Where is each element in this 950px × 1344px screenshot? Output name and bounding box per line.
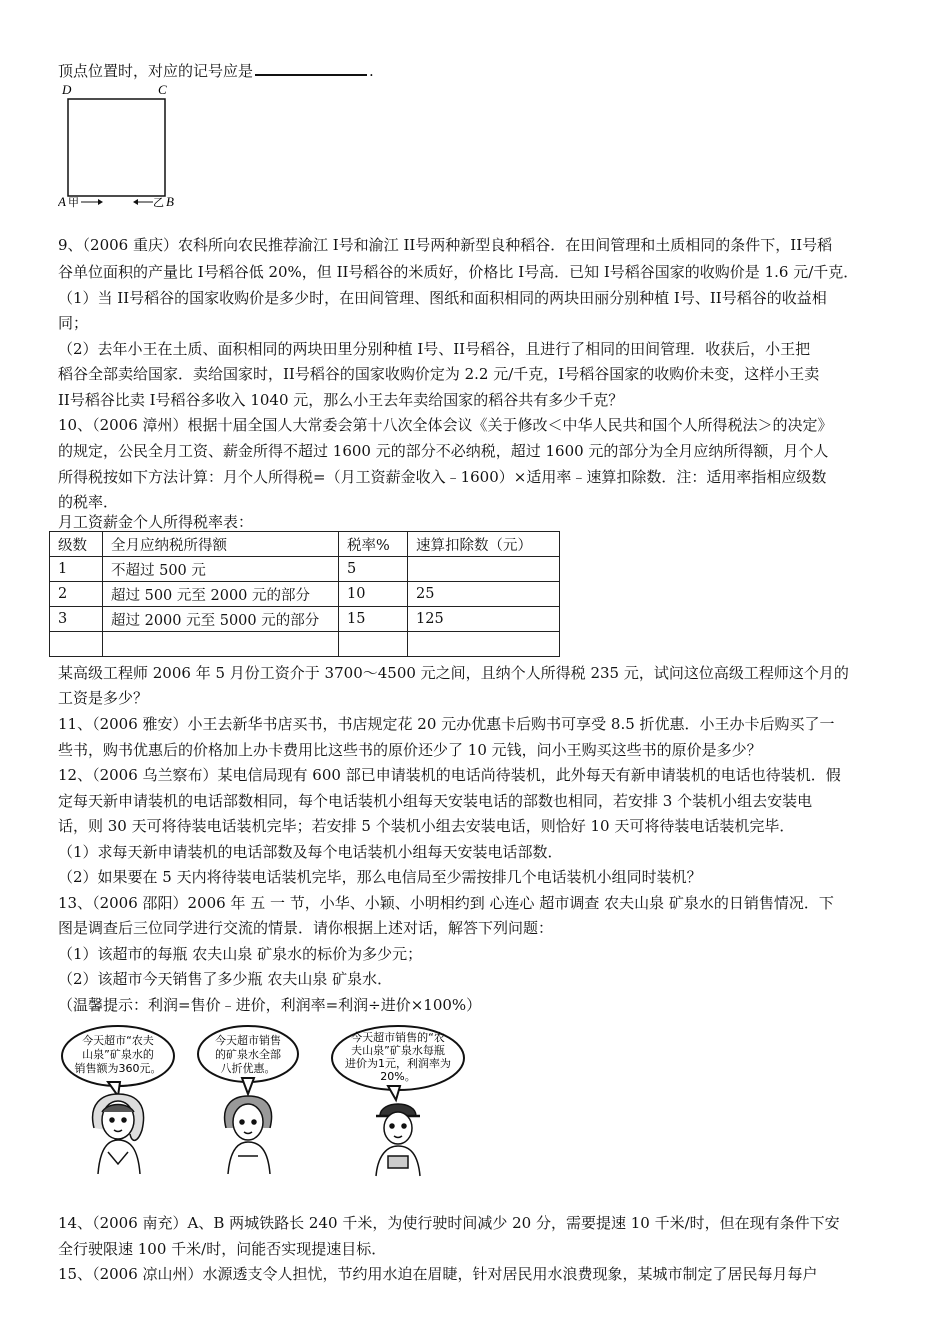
answer-blank xyxy=(255,60,367,76)
table-title: 月工资薪金个人所得税率表： xyxy=(58,513,254,531)
table-cell xyxy=(408,557,560,582)
label-b: B xyxy=(166,194,174,209)
person-2-icon xyxy=(225,1096,272,1174)
q12-line-1: 12、（2006 乌兰察布）某电信局现有 600 部已申请装机的电话尚待装机，此外每天有新申请装机的电话也待装机．假 xyxy=(58,766,841,784)
label-yi: 乙 xyxy=(153,196,164,209)
table-cell: 1 xyxy=(50,557,103,582)
label-c: C xyxy=(158,82,167,97)
square-outline xyxy=(68,99,165,196)
q14-line-2: 全行驶限速 100 千米/时，问能否实现提速目标． xyxy=(58,1240,387,1258)
table-cell xyxy=(103,632,339,657)
q15-line-1: 15、（2006 凉山州）水源透支令人担忧，节约用水迫在眉睫，针对居民用水浪费现象，某城市制定了居民每月每户 xyxy=(58,1265,818,1283)
q10-after-line-1: 某高级工程师 2006 年 5 月份工资介于 3700～4500 元之间，且纳个人所得税 235 元，试问这位高级工程师这个月的 xyxy=(58,664,849,682)
table-row xyxy=(50,557,560,582)
table-cell: 5 xyxy=(339,557,408,582)
table-cell xyxy=(50,632,103,657)
intro-text: 顶点位置时，对应的记号应是 xyxy=(58,62,254,80)
bubble-3-line-1: 今天超市销售的“农 xyxy=(351,1031,445,1044)
bubble-3-line-2: 夫山泉”矿泉水每瓶 xyxy=(351,1044,445,1057)
q10-line-3: 所得税按如下方法计算：月个人所得税=（月工资薪金收入﹣1600）×适用率﹣速算扣除数．注：适用率指相应级数 xyxy=(58,468,827,486)
q9-line-3: （1）当 II号稻谷的国家收购价是多少时，在田间管理、图纸和面积相同的两块田丽分别种植 I号、II号稻谷的收益相 xyxy=(58,289,827,307)
bubble-3-line-4: 20%。 xyxy=(380,1070,416,1083)
table-cell: 15 xyxy=(339,607,408,632)
q9-line-4: 同； xyxy=(58,314,89,332)
table-row xyxy=(50,607,560,632)
q13-line-5: （温馨提示：利润=售价﹣进价，利润率=利润÷进价×100%） xyxy=(58,996,482,1014)
label-a: A xyxy=(58,194,66,209)
q13-line-3: （1）该超市的每瓶 农夫山泉 矿泉水的标价为多少元； xyxy=(58,945,423,963)
label-jia: 甲 xyxy=(68,196,79,209)
table-cell: 25 xyxy=(408,582,560,607)
q9-line-5: （2）去年小王在土质、面积相同的两块田里分别种植 I号、II号稻谷，且进行了相同的田间管理．收获后，小王把 xyxy=(58,340,811,358)
q10-line-1: 10、（2006 漳州）根据十届全国人大常委会第十八次全体会议《关于修改＜中华人民共和国个人所得税法＞的决定》 xyxy=(58,416,833,434)
speech-bubble-2 xyxy=(198,1026,298,1094)
speech-bubble-1 xyxy=(62,1026,174,1096)
bubble-2-line-3: 八折优惠。 xyxy=(220,1062,276,1075)
label-d: D xyxy=(62,82,72,97)
bubble-2-line-2: 的矿泉水全部 xyxy=(215,1048,281,1061)
bubble-1-line-3: 销售额为360元。 xyxy=(74,1062,162,1075)
square-figure xyxy=(58,82,188,212)
bubble-1-line-2: 山泉”矿泉水的 xyxy=(82,1048,154,1061)
table-cell xyxy=(408,632,560,657)
q9-line-2: 谷单位面积的产量比 I号稻谷低 20%，但 II号稻谷的米质好，价格比 I号高．已知 I号稻谷国家的收购价是 1.6 元/千克． xyxy=(58,263,859,281)
arrow-right-head-icon xyxy=(98,199,103,205)
q11-line-1: 11、（2006 雅安）小王去新华书店买书，书店规定花 20 元办优惠卡后购书可享受 8.5 折优惠．小王办卡后购买了一 xyxy=(58,715,835,733)
person-1-icon xyxy=(93,1094,144,1174)
table-header-cell: 速算扣除数（元） xyxy=(408,532,560,557)
table-header-row xyxy=(50,532,560,557)
bubble-3-line-3: 进价为1元，利润率为 xyxy=(345,1057,451,1070)
bubble-1-line-1: 今天超市“农夫 xyxy=(82,1034,154,1047)
q10-after-line-2: 工资是多少？ xyxy=(58,689,149,707)
q9-line-6: 稻谷全部卖给国家．卖给国家时，II号稻谷的国家收购价定为 2.2 元/千克，I号稻谷国家的收购价未变，这样小王卖 xyxy=(58,365,820,383)
arrow-left-head-icon xyxy=(133,199,138,205)
table-cell: 125 xyxy=(408,607,560,632)
person-3-icon xyxy=(376,1104,420,1176)
table-row xyxy=(50,582,560,607)
tax-rate-table xyxy=(49,531,560,657)
q10-line-4: 的税率． xyxy=(58,493,119,511)
q9-line-1: 9、（2006 重庆）农科所向农民推荐渝江 I号和渝江 II号两种新型良种稻谷．在田间管理和土质相同的条件下，II号稻 xyxy=(58,236,833,254)
q13-line-2: 图是调查后三位同学进行交流的情景．请你根据上述对话，解答下列问题： xyxy=(58,919,554,937)
table-cell: 不超过 500 元 xyxy=(103,557,339,582)
q10-line-2: 的规定，公民全月工资、薪金所得不超过 1600 元的部分不必纳税，超过 1600 元的部分为全月应纳所得额，月个人 xyxy=(58,442,829,460)
q13-line-1: 13、（2006 邵阳）2006 年 五 一 节，小华、小颖、小明相约到 心连心 超市调查 农夫山泉 矿泉水的日销售情况．下 xyxy=(58,894,834,912)
table-cell: 10 xyxy=(339,582,408,607)
table-cell: 超过 500 元至 2000 元的部分 xyxy=(103,582,339,607)
q9-line-7: II号稻谷比卖 I号稻谷多收入 1040 元，那么小王去年卖给国家的稻谷共有多少千克？ xyxy=(58,391,624,409)
table-cell: 2 xyxy=(50,582,103,607)
table-row xyxy=(50,632,560,657)
q14-line-1: 14、（2006 南充）A、B 两城铁路长 240 千米，为使行驶时间减少 20 分，需要提速 10 千米/时，但在现有条件下安 xyxy=(58,1214,840,1232)
speech-bubble-3 xyxy=(332,1026,464,1100)
q12-line-2: 定每天新申请装机的电话部数相同，每个电话装机小组每天安装电话的部数也相同，若安排 3 个装机小组去安装电 xyxy=(58,792,813,810)
table-cell: 超过 2000 元至 5000 元的部分 xyxy=(103,607,339,632)
q13-line-4: （2）该超市今天销售了多少瓶 农夫山泉 矿泉水． xyxy=(58,970,393,988)
table-header-cell: 级数 xyxy=(50,532,103,557)
q11-line-2: 些书，购书优惠后的价格加上办卡费用比这些书的原价还少了 10 元钱，问小王购买这些书的原价是多少？ xyxy=(58,741,762,759)
bubble-2-line-1: 今天超市销售 xyxy=(215,1034,281,1047)
q12-line-4: （1）求每天新申请装机的电话部数及每个电话装机小组每天安装电话部数． xyxy=(58,843,563,861)
cartoon-figure xyxy=(58,1024,478,1184)
table-cell: 3 xyxy=(50,607,103,632)
intro-end: . xyxy=(369,62,374,80)
q12-line-3: 话，则 30 天可将待装电话装机完毕；若安排 5 个装机小组去安装电话，则恰好 10 天可将待装电话装机完毕． xyxy=(58,817,795,835)
table-header-cell: 全月应纳税所得额 xyxy=(103,532,339,557)
intro-line xyxy=(58,60,374,82)
q12-line-5: （2）如果要在 5 天内将待装电话装机完毕，那么电信局至少需按排几个电话装机小组同时装机？ xyxy=(58,868,702,886)
table-cell xyxy=(339,632,408,657)
table-header-cell: 税率% xyxy=(339,532,408,557)
